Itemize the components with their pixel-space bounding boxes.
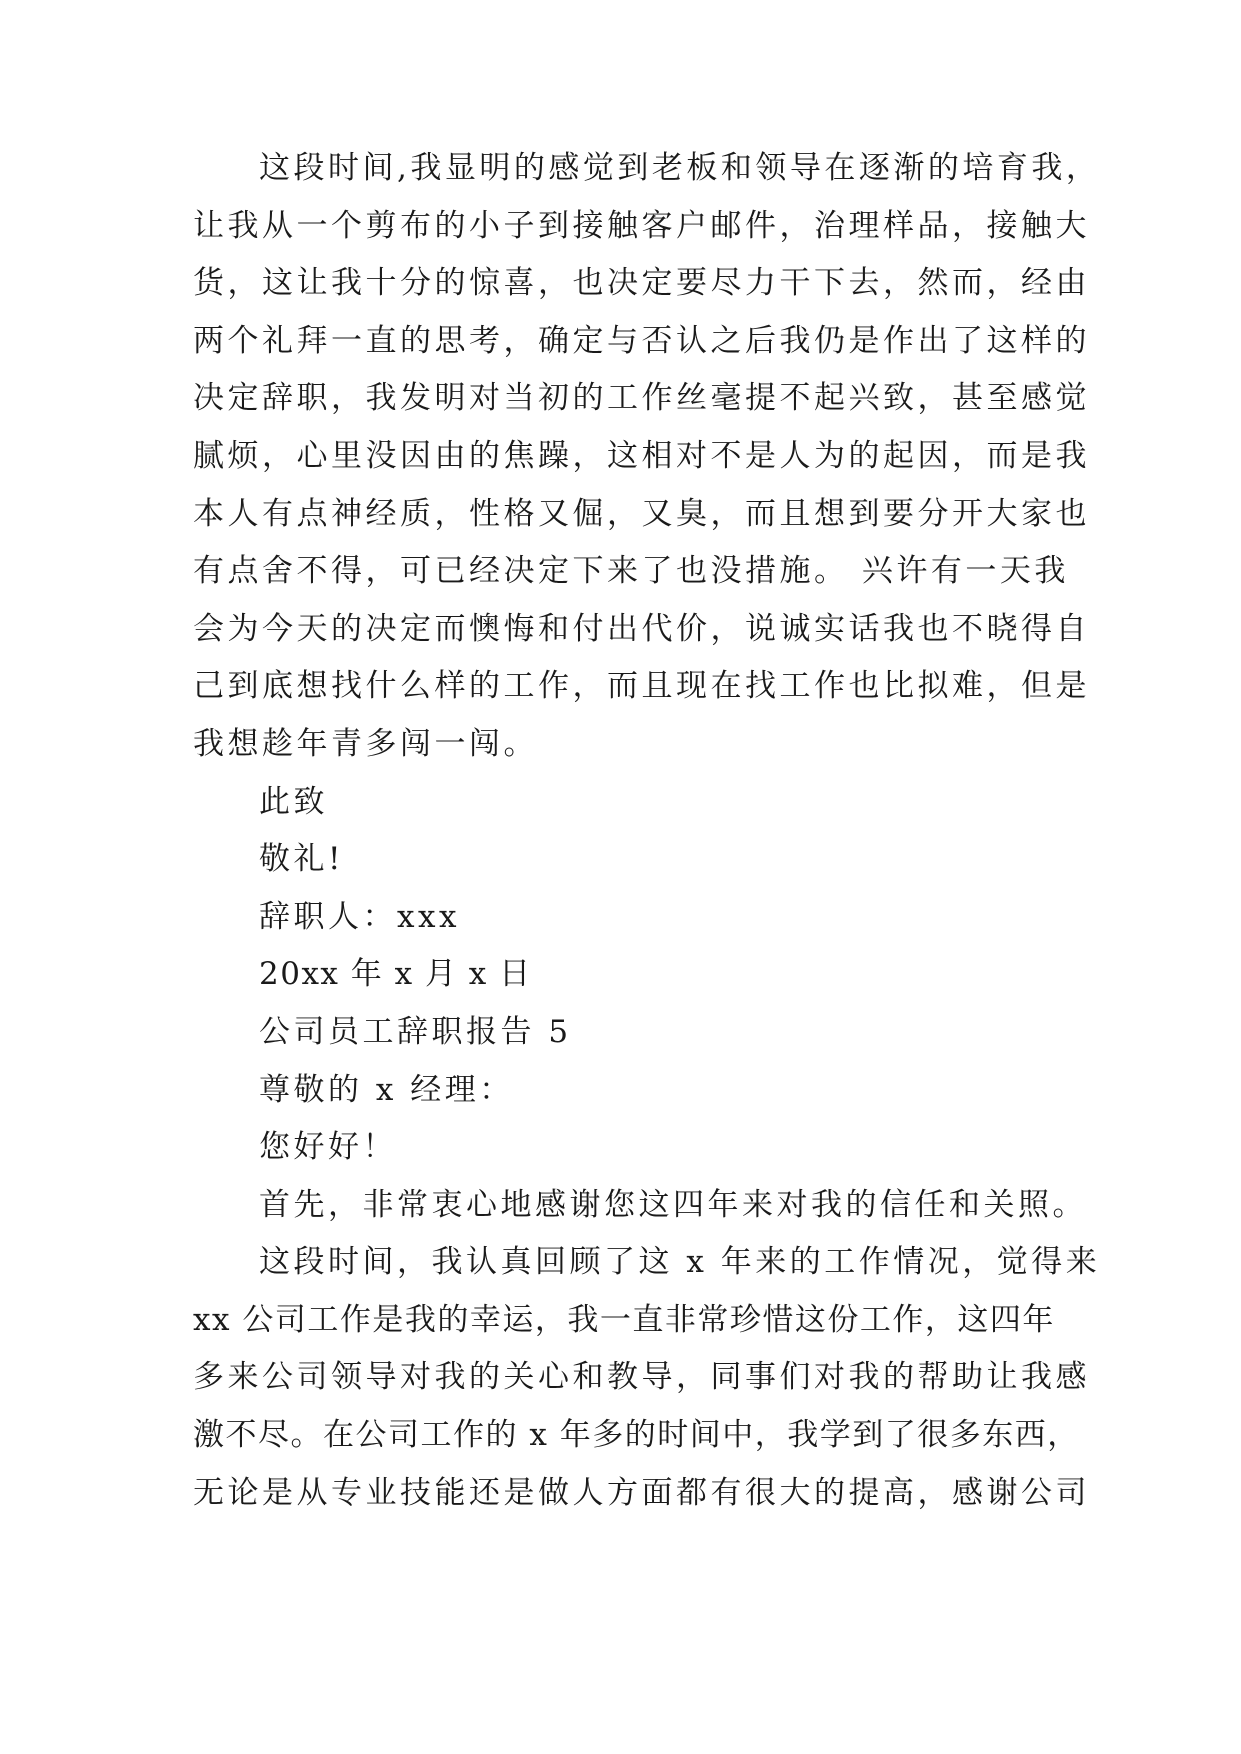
text-line: 多来公司领导对我的关心和教导，同事们对我的帮助让我感	[193, 1359, 1090, 1396]
greeting: 您好好！	[259, 1129, 397, 1166]
text-line: 无论是从专业技能还是做人方面都有很大的提高，感谢公司	[193, 1474, 1090, 1511]
closing-salutation: 此致	[259, 783, 328, 820]
text-line: 货，这让我十分的惊喜，也决定要尽力干下去，然而，经由	[193, 265, 1090, 302]
text-line: 会为今天的决定而懊悔和付出代价，说诚实话我也不晓得自	[193, 610, 1090, 647]
text-line: 决定辞职，我发明对当初的工作丝毫提不起兴致，甚至感觉	[193, 380, 1090, 417]
text-line: 激不尽。在公司工作的 x 年多的时间中，我学到了很多东西，	[193, 1417, 1080, 1454]
text-line: 首先，非常衷心地感谢您这四年来对我的信任和关照。	[259, 1186, 1087, 1223]
text-line: 腻烦，心里没因由的焦躁，这相对不是人为的起因，而是我	[193, 437, 1090, 474]
signature-line: 辞职人：xxx	[259, 898, 460, 935]
text-line: 这段时间，我认真回顾了这 x 年来的工作情况，觉得来	[259, 1244, 1101, 1281]
text-line: 有点舍不得，可已经决定下来了也没措施。 兴许有一天我	[193, 553, 1069, 590]
greeting-recipient: 尊敬的 x 经理：	[259, 1071, 514, 1108]
text-line: xx 公司工作是我的幸运，我一直非常珍惜这份工作，这四年	[193, 1301, 1055, 1338]
text-line: 两个礼拜一直的思考，确定与否认之后我仍是作出了这样的	[193, 322, 1090, 359]
document-body	[193, 140, 1101, 1522]
text-line: 本人有点神经质，性格又倔，又臭，而且想到要分开大家也	[193, 495, 1090, 532]
text-line: 这段时间,我显明的感觉到老板和领导在逐渐的培育我，	[259, 150, 1101, 186]
date-line: 20xx 年 x 月 x 日	[259, 956, 532, 993]
closing-regards: 敬礼!	[259, 841, 344, 878]
text-line: 我想趁年青多闯一闯。	[193, 725, 538, 762]
section-heading: 公司员工辞职报告 5	[259, 1013, 572, 1050]
text-line: 己到底想找什么样的工作，而且现在找工作也比拟难，但是	[193, 668, 1090, 705]
text-line: 让我从一个剪布的小子到接触客户邮件，治理样品，接触大	[193, 207, 1090, 244]
